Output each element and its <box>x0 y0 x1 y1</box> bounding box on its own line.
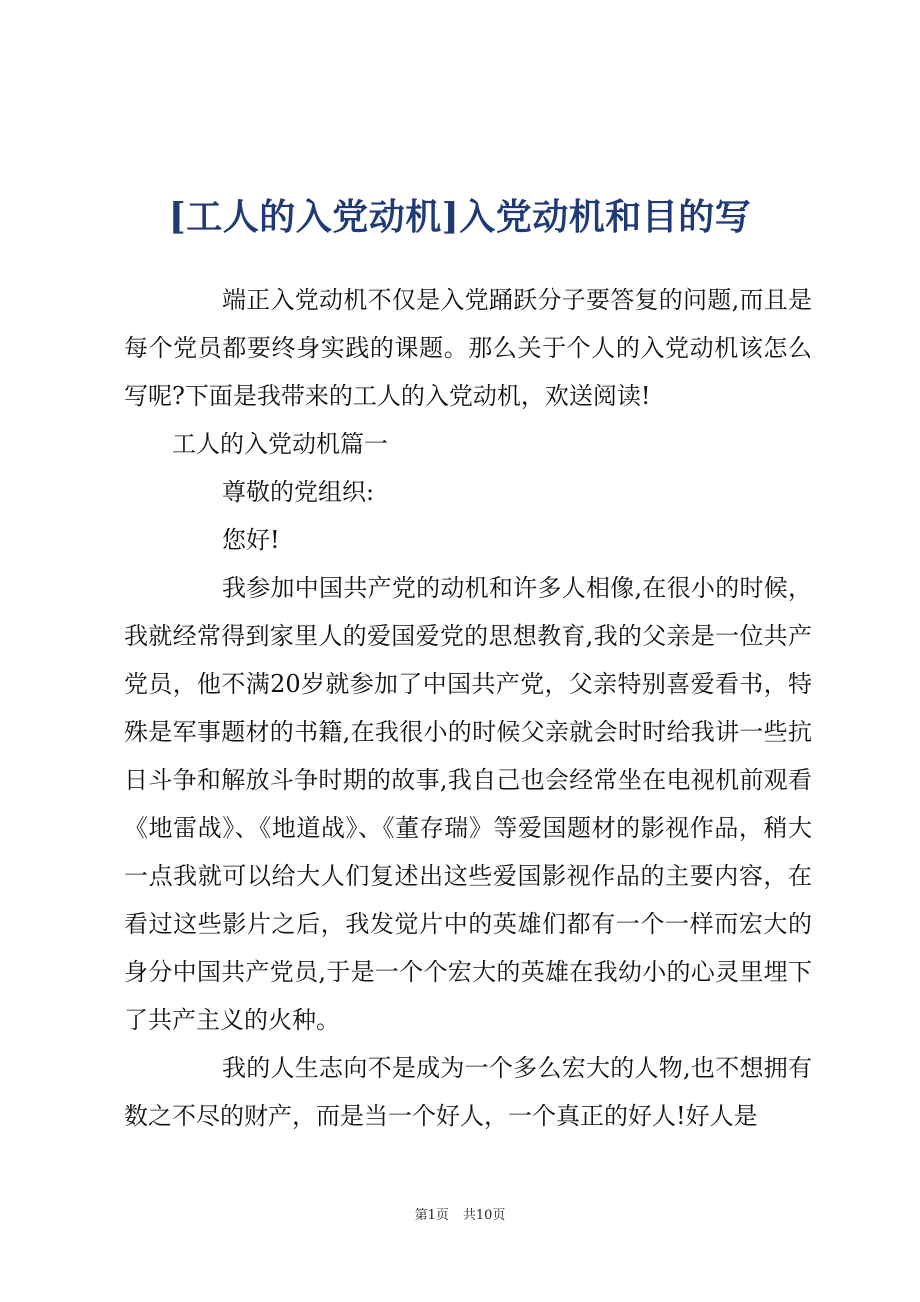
intro-paragraph: 端正入党动机不仅是入党踊跃分子要答复的问题,而且是每个党员都要终身实践的课题。那么关于个人的入党动机该怎么写呢?下面是我带来的工人的入党动机，欢送阅读! <box>124 286 812 410</box>
body-paragraph-1: 我参加中国共产党的动机和许多人相像,在很小的时候，我就经常得到家里人的爱国爱党的思想教育,我的父亲是一位共产党员，他不满20岁就参加了中国共产党，父亲特别喜爱看书，特殊是军事题材的书籍,在我很小的时候父亲就会时时给我讲一些抗日斗争和解放斗争时期的故事,我自己也会经常坐在电视机前观看《地雷战》、《地道战》、《董存瑞》等爱国题材的影视作品，稍大一点我就可以给大人们复述出这些爱国影视作品的主要内容，在看过这些影片之后，我发觉片中的英雄们都有一个一样而宏大的身分中国共产党员,于是一个个宏大的英雄在我幼小的心灵里埋下了共产主义的火种。 <box>124 574 812 1034</box>
section-heading: 工人的入党动机篇一 <box>172 430 388 458</box>
page-number: 第1页 <box>414 1208 449 1223</box>
greeting: 您好! <box>222 526 280 554</box>
body-paragraph-2: 我的人生志向不是成为一个多么宏大的人物,也不想拥有数之不尽的财产，而是当一个好人，一个真正的好人!好人是 <box>124 1054 812 1130</box>
page-title: [工人的入党动机]入党动机和目的写 <box>168 196 752 238</box>
page-total: 共10页 <box>462 1208 506 1223</box>
salutation: 尊敬的党组织: <box>222 478 375 506</box>
page-footer <box>0 1206 920 1226</box>
